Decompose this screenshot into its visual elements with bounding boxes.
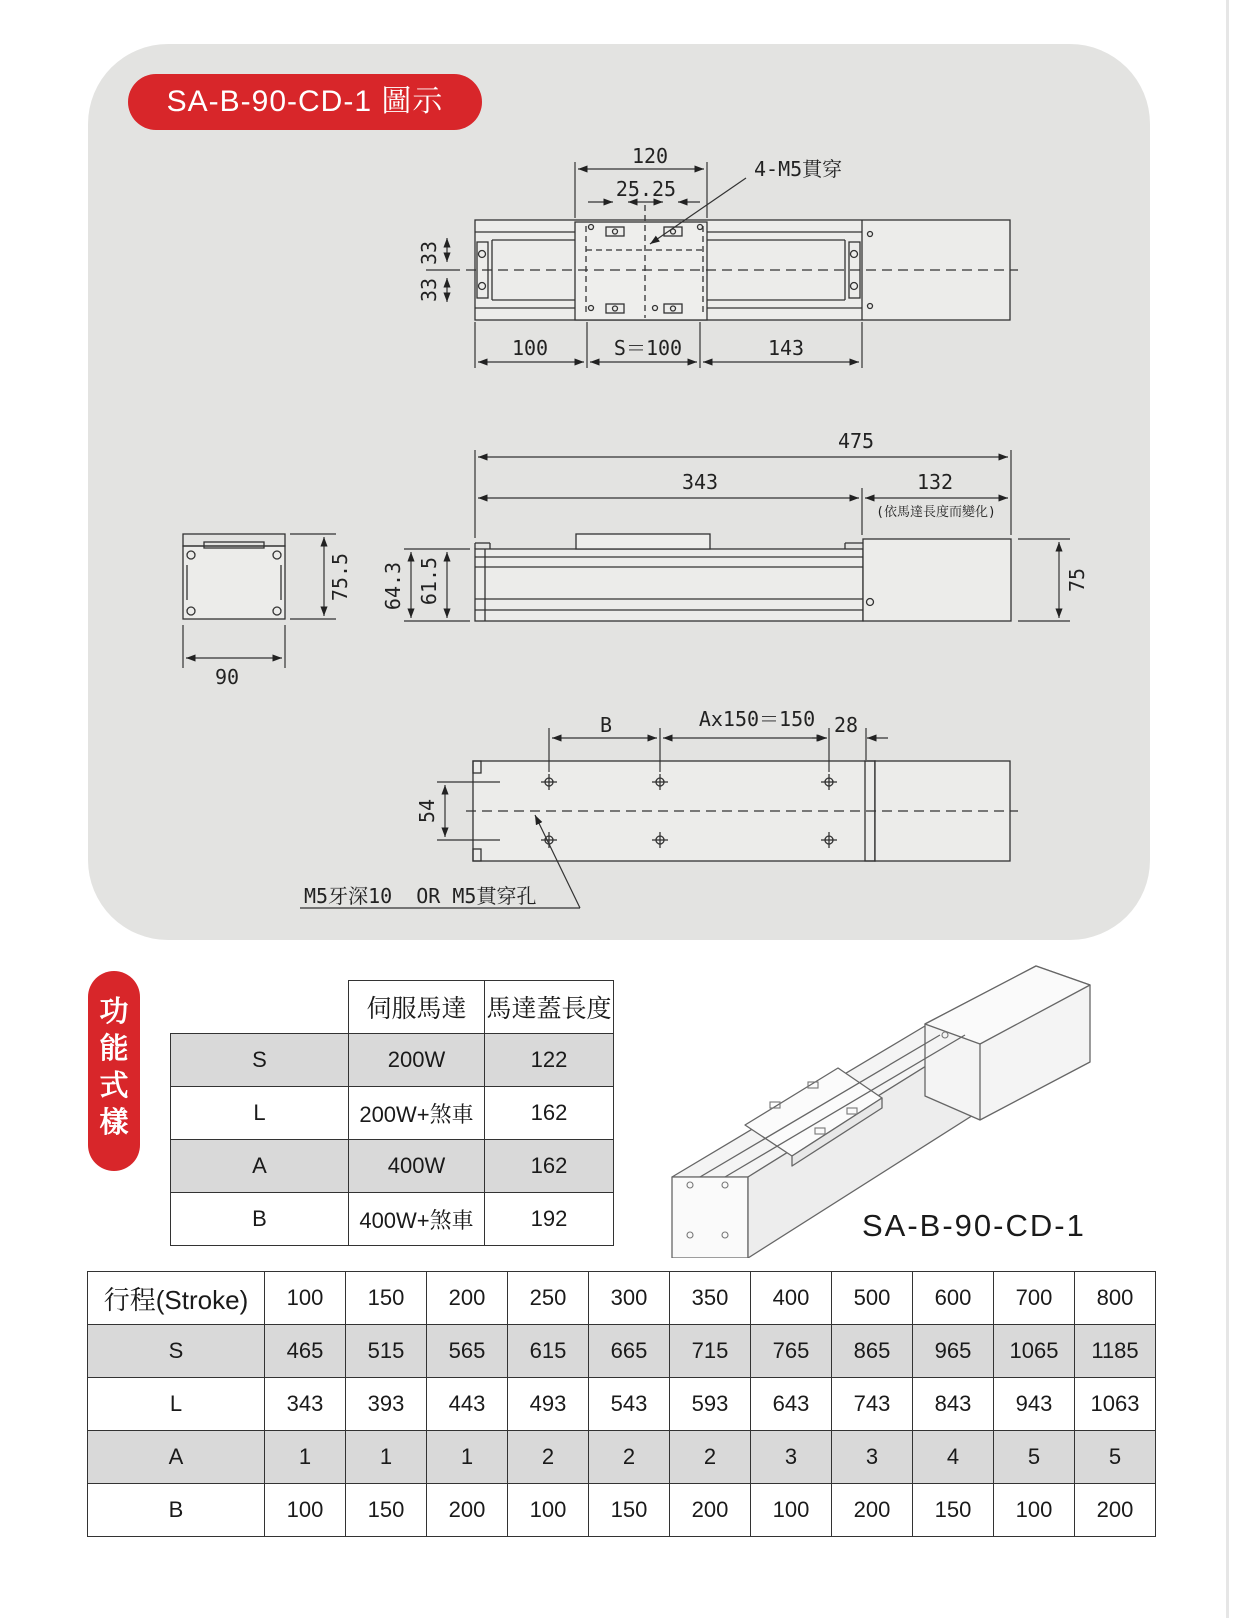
table-header: 150	[346, 1272, 427, 1325]
dim-right-length: 143	[767, 336, 805, 360]
table-cell: 200W	[349, 1034, 485, 1087]
table-cell: 765	[751, 1325, 832, 1378]
table-row	[88, 1272, 1156, 1325]
table-cell: 3	[832, 1431, 913, 1484]
table-cell: 943	[994, 1378, 1075, 1431]
dim-overall-length: 475	[837, 429, 875, 453]
table-cell: 100	[508, 1484, 589, 1537]
table-cell: 393	[346, 1378, 427, 1431]
table-cell: 443	[427, 1378, 508, 1431]
table-header: 100	[265, 1272, 346, 1325]
table-header: 300	[589, 1272, 670, 1325]
table-cell: 162	[485, 1140, 614, 1193]
top-hole-callout: 4-M5貫穿	[754, 157, 843, 181]
dim-offset-lower: 33	[417, 277, 441, 303]
table-row	[88, 1484, 1156, 1537]
table-cell: 2	[670, 1431, 751, 1484]
table-cell: 2	[508, 1431, 589, 1484]
table-cell: 200	[670, 1484, 751, 1537]
table-cell: 200	[832, 1484, 913, 1537]
dim-motor-cover: 132	[916, 470, 954, 494]
dim-b-length: B	[599, 713, 613, 737]
table-header: 800	[1075, 1272, 1156, 1325]
table-cell: 1185	[1075, 1325, 1156, 1378]
table-cell: 593	[670, 1378, 751, 1431]
dim-hole-pitch-bottom: Ax150＝150	[698, 707, 816, 731]
table-row	[171, 1140, 614, 1193]
table-cell: 150	[346, 1484, 427, 1537]
table-row	[88, 1378, 1156, 1431]
table-cell: 200W+煞車	[349, 1087, 485, 1140]
dim-body-height: 64.3	[381, 561, 405, 611]
table-cell: 465	[265, 1325, 346, 1378]
table-cell: 643	[751, 1378, 832, 1431]
table-row	[88, 1325, 1156, 1378]
bottom-view	[466, 761, 1018, 861]
table-header: 400	[751, 1272, 832, 1325]
table-cell: 150	[913, 1484, 994, 1537]
dim-rail-height: 61.5	[417, 556, 441, 606]
table-cell: 615	[508, 1325, 589, 1378]
dim-total-height: 75	[1065, 567, 1089, 593]
table-cell: 100	[994, 1484, 1075, 1537]
table-cell: 965	[913, 1325, 994, 1378]
table-header: 200	[427, 1272, 508, 1325]
dim-end-width: 90	[214, 665, 240, 689]
table-cell: 843	[913, 1378, 994, 1431]
dim-hole-pitch: 25.25	[615, 177, 677, 201]
table-cell: 100	[751, 1484, 832, 1537]
dim-end-height: 75.5	[328, 552, 352, 602]
table-cell: B	[88, 1484, 265, 1537]
end-view	[183, 534, 285, 619]
table-cell: 400W	[349, 1140, 485, 1193]
table-header: 伺服馬達	[349, 981, 485, 1034]
table-cell: 200	[427, 1484, 508, 1537]
table-cell: L	[88, 1378, 265, 1431]
table-cell: 1065	[994, 1325, 1075, 1378]
table-row	[88, 1431, 1156, 1484]
table-cell: 743	[832, 1378, 913, 1431]
table-cell: 1	[265, 1431, 346, 1484]
motor-table	[170, 980, 614, 1246]
table-row	[171, 1034, 614, 1087]
dim-end-offset: 28	[833, 713, 859, 737]
table-cell: 565	[427, 1325, 508, 1378]
table-cell: 2	[589, 1431, 670, 1484]
table-cell: 5	[1075, 1431, 1156, 1484]
table-cell: A	[88, 1431, 265, 1484]
table-cell	[171, 981, 349, 1034]
dim-offset-upper: 33	[417, 240, 441, 266]
dim-stroke-length: S＝100	[613, 336, 683, 360]
table-cell: 1063	[1075, 1378, 1156, 1431]
table-cell: 4	[913, 1431, 994, 1484]
spec-label: 功 能 式 樣	[88, 971, 140, 1171]
table-cell: 665	[589, 1325, 670, 1378]
table-cell: 515	[346, 1325, 427, 1378]
table-header: 行程(Stroke)	[88, 1272, 265, 1325]
dim-left-length: 100	[511, 336, 549, 360]
table-header: 600	[913, 1272, 994, 1325]
table-cell: 1	[427, 1431, 508, 1484]
bottom-hole-callout: M5牙深10 OR M5貫穿孔	[304, 884, 537, 908]
table-cell: 493	[508, 1378, 589, 1431]
table-header: 馬達蓋長度	[485, 981, 614, 1034]
dim-body-length: 343	[681, 470, 719, 494]
table-row	[171, 1087, 614, 1140]
table-cell: S	[88, 1325, 265, 1378]
table-row	[171, 981, 614, 1034]
table-cell: 122	[485, 1034, 614, 1087]
table-cell: B	[171, 1193, 349, 1246]
table-cell: 1	[346, 1431, 427, 1484]
table-cell: 192	[485, 1193, 614, 1246]
table-cell: L	[171, 1087, 349, 1140]
table-cell: 3	[751, 1431, 832, 1484]
motor-length-note: (依馬達長度而變化)	[876, 505, 996, 520]
top-view	[466, 205, 1018, 320]
table-cell: 715	[670, 1325, 751, 1378]
side-view	[475, 534, 1011, 621]
table-cell: 543	[589, 1378, 670, 1431]
table-cell: 200	[1075, 1484, 1156, 1537]
table-cell: 400W+煞車	[349, 1193, 485, 1246]
table-cell: 5	[994, 1431, 1075, 1484]
page-title: SA-B-90-CD-1 圖示	[128, 74, 482, 130]
table-cell: S	[171, 1034, 349, 1087]
table-cell: 343	[265, 1378, 346, 1431]
table-header: 500	[832, 1272, 913, 1325]
table-cell: 150	[589, 1484, 670, 1537]
table-header: 700	[994, 1272, 1075, 1325]
dim-hole-spacing: 54	[415, 798, 439, 824]
table-cell: A	[171, 1140, 349, 1193]
model-caption: SA-B-90-CD-1	[862, 1208, 1086, 1243]
table-cell: 100	[265, 1484, 346, 1537]
table-cell: 865	[832, 1325, 913, 1378]
table-row	[171, 1193, 614, 1246]
dim-carriage-width: 120	[631, 144, 669, 168]
table-header: 250	[508, 1272, 589, 1325]
stroke-table	[87, 1271, 1156, 1537]
table-cell: 162	[485, 1087, 614, 1140]
table-header: 350	[670, 1272, 751, 1325]
